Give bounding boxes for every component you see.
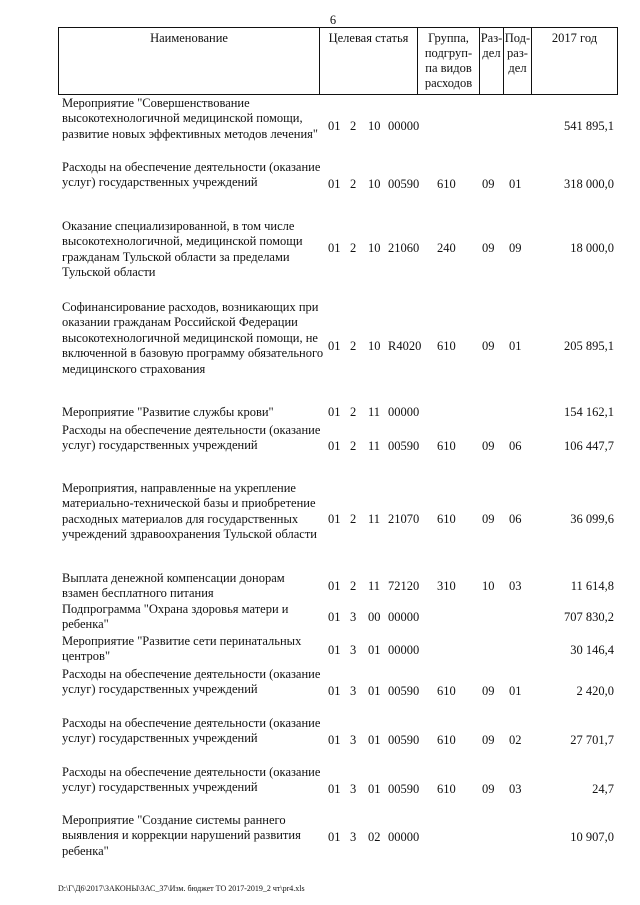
code-part-1: 01 — [328, 610, 341, 624]
code-part-4: 21070 — [388, 512, 420, 526]
code-part-2: 2 — [350, 339, 357, 353]
expense-group: 610 — [437, 782, 456, 796]
code-part-4: 00000 — [388, 643, 420, 657]
expense-group: 610 — [437, 733, 456, 747]
code-part-4: 00000 — [388, 610, 420, 624]
amount-2017: 27 701,7 — [570, 733, 614, 747]
code-part-4: 00590 — [388, 439, 420, 453]
table-row — [58, 405, 618, 421]
code-part-3: 01 — [368, 684, 381, 698]
podrazdel: 02 — [509, 733, 522, 747]
code-part-3: 10 — [368, 177, 381, 191]
code-part-1: 01 — [328, 643, 341, 657]
code-part-2: 3 — [350, 643, 357, 657]
razdel: 09 — [482, 684, 495, 698]
amount-2017: 541 895,1 — [564, 119, 614, 133]
amount-2017: 154 162,1 — [564, 405, 614, 419]
header-group-line: па видов — [425, 61, 472, 75]
code-part-3: 02 — [368, 830, 381, 844]
code-part-1: 01 — [328, 339, 341, 353]
code-part-1: 01 — [328, 439, 341, 453]
amount-2017: 18 000,0 — [570, 241, 614, 255]
amount-2017: 318 000,0 — [564, 177, 614, 191]
code-part-3: 10 — [368, 241, 381, 255]
file-path-footer: D:\Г\Д6\2017\ЗАКОНЫ\ЗАС_37\Изм. бюджет ТО 2017-2019_2 чт\pr4.xls — [58, 884, 305, 893]
code-part-4: 00000 — [388, 405, 420, 419]
podrazdel: 09 — [509, 241, 522, 255]
row-name: Расходы на обеспечение деятельности (оказание услуг) государственных учреждений — [62, 765, 321, 795]
razdel: 09 — [482, 241, 495, 255]
amount-2017: 205 895,1 — [564, 339, 614, 353]
row-name: Расходы на обеспечение деятельности (оказание услуг) государственных учреждений — [62, 716, 321, 746]
code-part-3: 01 — [368, 733, 381, 747]
table-row — [58, 219, 618, 281]
row-name: Мероприятие "Совершенствование высокотехнологичной медицинской помощи, развитие новых эффективных методов лечения" — [62, 96, 318, 141]
header-group — [418, 28, 480, 94]
table-row — [58, 160, 618, 207]
code-part-4: 00590 — [388, 733, 420, 747]
code-part-1: 01 — [328, 119, 341, 133]
amount-2017: 707 830,2 — [564, 610, 614, 624]
amount-2017: 2 420,0 — [576, 684, 614, 698]
header-name: Наименование — [59, 28, 320, 94]
table-row — [58, 813, 618, 860]
razdel: 09 — [482, 782, 495, 796]
header-razdel-line: Раз- — [480, 31, 503, 45]
expense-group: 610 — [437, 339, 456, 353]
row-name: Мероприятие "Развитие сети перинатальных центров" — [62, 634, 302, 664]
code-part-3: 11 — [368, 405, 381, 419]
razdel: 09 — [482, 177, 495, 191]
table-row — [58, 423, 618, 470]
header-group-line: подгруп- — [424, 46, 473, 60]
header-podrazdel — [504, 28, 532, 94]
expense-group: 610 — [437, 439, 456, 453]
row-name: Мероприятие "Создание системы раннего выявления и коррекции нарушений развития ребенка" — [62, 813, 301, 858]
code-part-4: 00000 — [388, 119, 420, 133]
table-row — [58, 667, 618, 714]
header-podrazdel-line: дел — [508, 61, 527, 75]
row-name: Мероприятия, направленные на укрепление материально-технической базы и приобретение расходных материалов для государственных учреждений здравоохранения Тульской области — [62, 481, 317, 542]
code-part-1: 01 — [328, 733, 341, 747]
expense-group: 610 — [437, 512, 456, 526]
code-part-3: 01 — [368, 782, 381, 796]
code-part-2: 3 — [350, 733, 357, 747]
podrazdel: 03 — [509, 579, 522, 593]
header-code: Целевая статья — [320, 28, 418, 94]
header-podrazdel-line: раз- — [507, 46, 528, 60]
code-part-3: 01 — [368, 643, 381, 657]
row-name: Выплата денежной компенсации донорам взамен бесплатного питания — [62, 571, 285, 601]
code-part-1: 01 — [328, 405, 341, 419]
code-part-4: 00000 — [388, 830, 420, 844]
code-part-1: 01 — [328, 684, 341, 698]
code-part-4: 00590 — [388, 782, 420, 796]
header-year: 2017 год — [551, 31, 598, 45]
code-part-1: 01 — [328, 579, 341, 593]
code-part-4: 72120 — [388, 579, 420, 593]
header-razdel-line: дел — [482, 46, 501, 60]
code-part-4: 00590 — [388, 177, 420, 191]
podrazdel: 01 — [509, 339, 522, 353]
header-group-line: расходов — [424, 76, 473, 90]
code-part-2: 3 — [350, 830, 357, 844]
razdel: 09 — [482, 512, 495, 526]
code-part-3: 10 — [368, 119, 381, 133]
header-podrazdel-line: Под- — [504, 31, 531, 45]
code-part-3: 00 — [368, 610, 381, 624]
code-part-3: 11 — [368, 512, 381, 526]
expense-group: 610 — [437, 684, 456, 698]
expense-group: 610 — [437, 177, 456, 191]
table-row — [58, 602, 618, 633]
expense-group: 240 — [437, 241, 456, 255]
podrazdel: 06 — [509, 512, 522, 526]
table-header — [58, 27, 618, 95]
code-part-2: 2 — [350, 512, 357, 526]
row-name: Мероприятие "Развитие службы крови" — [62, 405, 274, 419]
razdel: 09 — [482, 339, 495, 353]
code-part-3: 11 — [368, 439, 381, 453]
amount-2017: 30 146,4 — [570, 643, 614, 657]
code-part-2: 2 — [350, 177, 357, 191]
code-part-2: 2 — [350, 579, 357, 593]
code-part-2: 2 — [350, 405, 357, 419]
code-part-2: 3 — [350, 610, 357, 624]
page-number: 6 — [329, 13, 337, 27]
razdel: 09 — [482, 733, 495, 747]
code-part-3: 11 — [368, 579, 381, 593]
header-group-line: Группа, — [428, 31, 469, 45]
code-part-2: 2 — [350, 439, 357, 453]
expense-group: 310 — [437, 579, 456, 593]
amount-2017: 11 614,8 — [570, 579, 614, 593]
table-row — [58, 716, 618, 763]
row-name: Подпрограмма "Охрана здоровья матери и ребенка" — [62, 602, 289, 632]
code-part-4: R4020 — [388, 339, 422, 353]
code-part-2: 2 — [350, 241, 357, 255]
amount-2017: 106 447,7 — [564, 439, 614, 453]
row-name: Расходы на обеспечение деятельности (оказание услуг) государственных учреждений — [62, 667, 321, 697]
razdel: 10 — [482, 579, 495, 593]
table-row — [58, 96, 618, 158]
podrazdel: 06 — [509, 439, 522, 453]
code-part-1: 01 — [328, 512, 341, 526]
table-row — [58, 634, 618, 665]
row-name: Расходы на обеспечение деятельности (оказание услуг) государственных учреждений — [62, 423, 321, 453]
header-razdel — [480, 28, 504, 94]
razdel: 09 — [482, 439, 495, 453]
amount-2017: 36 099,6 — [570, 512, 614, 526]
code-part-1: 01 — [328, 830, 341, 844]
code-part-4: 21060 — [388, 241, 420, 255]
row-name: Софинансирование расходов, возникающих при оказании гражданам Российской Федерации высокотехнологичной медицинской помощи, не включенной в базовую программу обязательного медицинского страхования — [62, 300, 324, 376]
code-part-1: 01 — [328, 782, 341, 796]
podrazdel: 03 — [509, 782, 522, 796]
code-part-3: 10 — [368, 339, 381, 353]
amount-2017: 10 907,0 — [570, 830, 614, 844]
code-part-1: 01 — [328, 177, 341, 191]
podrazdel: 01 — [509, 177, 522, 191]
code-part-2: 3 — [350, 684, 357, 698]
code-part-4: 00590 — [388, 684, 420, 698]
row-name: Оказание специализированной, в том числе высокотехнологичной, медицинской помощи гражданам Тульской области за пределами Тульской области — [62, 219, 303, 280]
code-part-1: 01 — [328, 241, 341, 255]
amount-2017: 24,7 — [592, 782, 614, 796]
table-row — [58, 765, 618, 812]
table-row — [58, 481, 618, 558]
podrazdel: 01 — [509, 684, 522, 698]
row-name: Расходы на обеспечение деятельности (оказание услуг) государственных учреждений — [62, 160, 321, 190]
code-part-2: 3 — [350, 782, 357, 796]
code-part-2: 2 — [350, 119, 357, 133]
table-row — [58, 300, 618, 393]
table-row — [58, 571, 618, 602]
